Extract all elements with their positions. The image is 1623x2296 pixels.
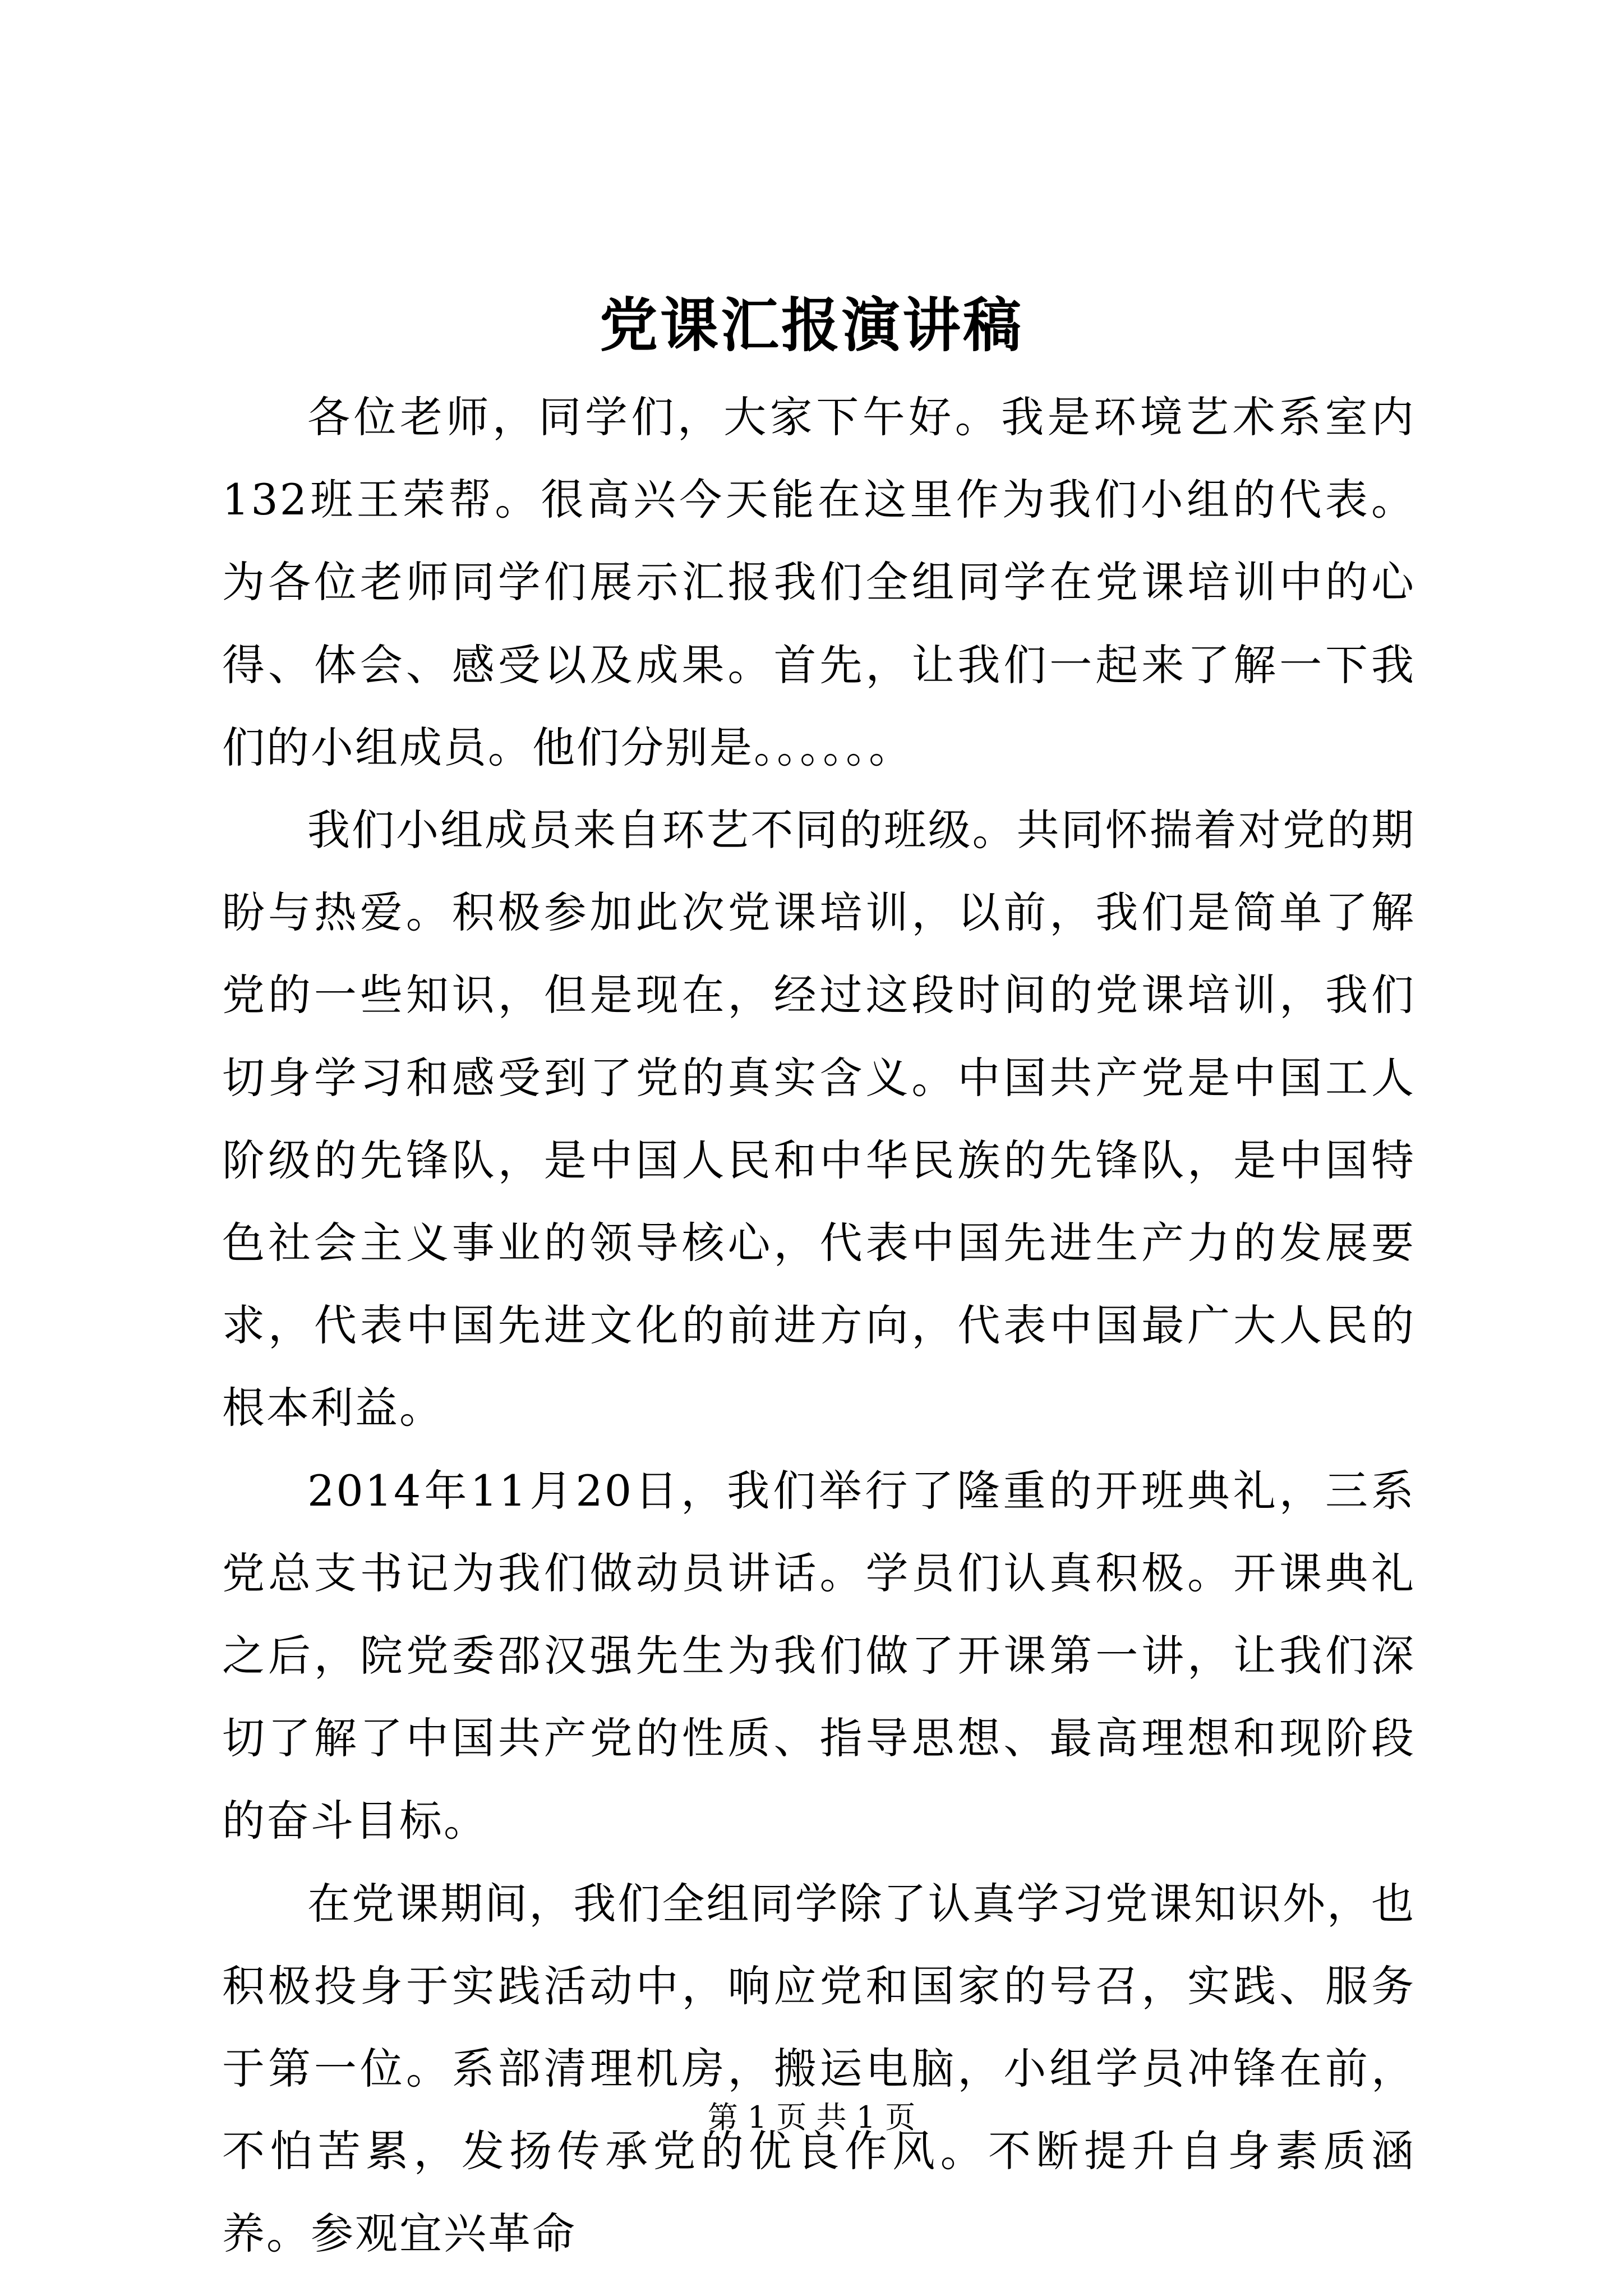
- page-footer: 第 1 页 共 1 页: [707, 2100, 916, 2135]
- paragraph: 我们小组成员来自环艺不同的班级。共同怀揣着对党的期盼与热爱。积极参加此次党课培训，以前，我们是简单了解党的一些知识，但是现在，经过这段时间的党课培训，我们切身学习和感受到了党的真实含义。中国共产党是中国工人阶级的先锋队，是中国人民和中华民族的先锋队，是中国特色社会主义事业的领导核心，代表中国先进生产力的发展要求，代表中国先进文化的前进方向，代表中国最广大人民的根本利益。: [222, 805, 1415, 1433]
- paragraph: 2014年11月20日，我们举行了隆重的开班典礼，三系党总支书记为我们做动员讲话。学员们认真积极。开课典礼之后，院党委邵汉强先生为我们做了开课第一讲，让我们深切了解了中国共产党的性质、指导思想、最高理想和现阶段的奋斗目标。: [222, 1465, 1415, 1846]
- paragraph: 各位老师，同学们，大家下午好。我是环境艺术系室内132班王荣帮。很高兴今天能在这里作为我们小组的代表。为各位老师同学们展示汇报我们全组同学在党课培训中的心得、体会、感受以及成果。首先，让我们一起来了解一下我们的小组成员。他们分别是。。。。。。: [222, 392, 1415, 772]
- paragraph: 在党课期间，我们全组同学除了认真学习党课知识外，也积极投身于实践活动中，响应党和国家的号召，实践、服务于第一位。系部清理机房，搬运电脑，小组学员冲锋在前，不怕苦累，发扬传承党的优良作风。不断提升自身素质涵养。参观宜兴革命: [222, 1878, 1415, 2259]
- document-title: 党课汇报演讲稿: [599, 291, 1023, 360]
- document-body: [222, 376, 1415, 2275]
